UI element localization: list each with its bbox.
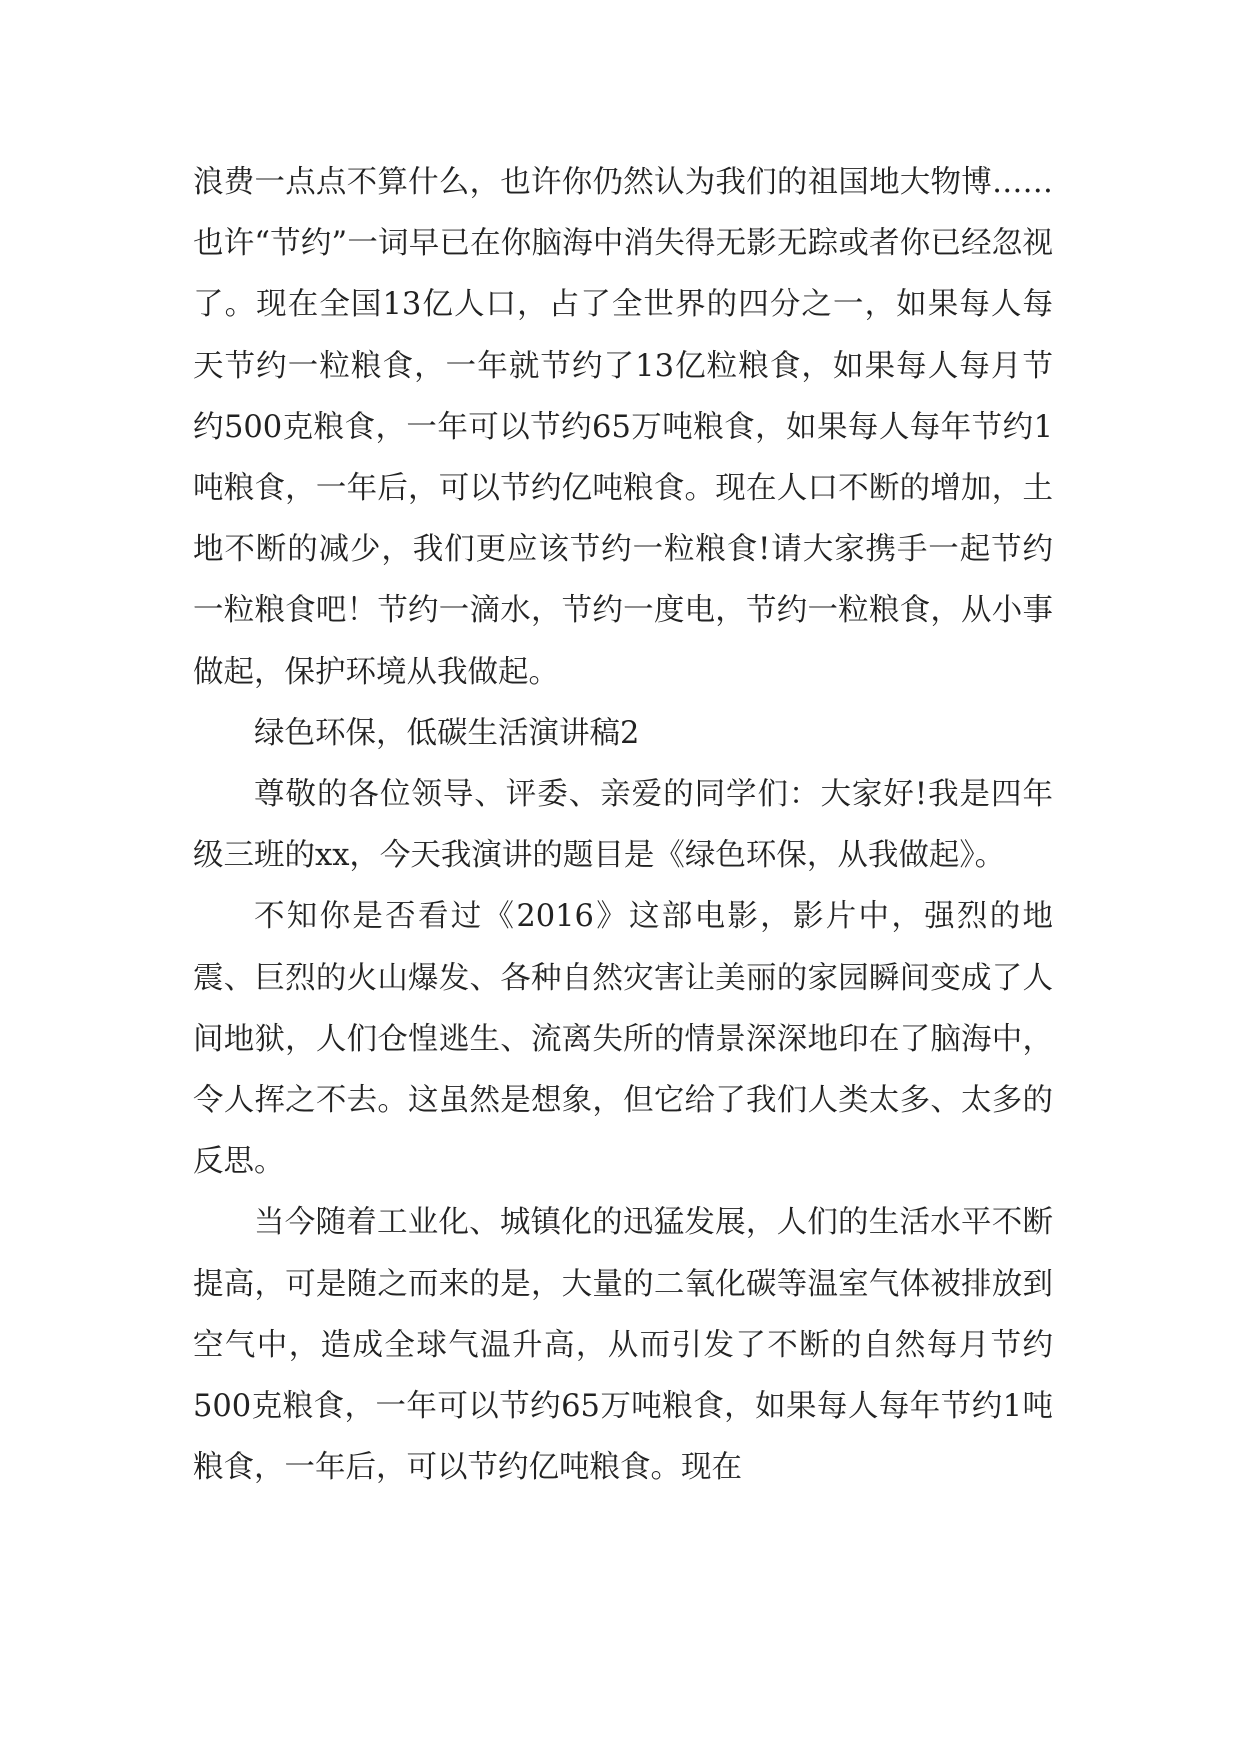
paragraph-industrialization: 当今随着工业化、城镇化的迅猛发展，人们的生活水平不断提高，可是随之而来的是，大量的二氧化碳等温室气体被排放到空气中，造成全球气温升高，从而引发了不断的自然每月节约500克粮食，一年可以节约65万吨粮食，如果每人每年节约1吨粮食，一年后，可以节约亿吨粮食。现在 [193,1205,1053,1486]
document-body [193,152,1053,1498]
paragraph-greeting: 尊敬的各位领导、评委、亲爱的同学们：大家好!我是四年级三班的xx，今天我演讲的题目是《绿色环保，从我做起》。 [193,777,1053,874]
section-heading: 绿色环保，低碳生活演讲稿2 [254,715,640,751]
paragraph-movie: 不知你是否看过《2016》这部电影，影片中，强烈的地震、巨烈的火山爆发、各种自然灾害让美丽的家园瞬间变成了人间地狱，人们仓惶逃生、流离失所的情景深深地印在了脑海中，令人挥之不去。这虽然是想象，但它给了我们人类太多、太多的反思。 [193,899,1053,1180]
paragraph-continued: 浪费一点点不算什么，也许你仍然认为我们的祖国地大物博……也许“节约”一词早已在你脑海中消失得无影无踪或者你已经忽视了。现在全国13亿人口，占了全世界的四分之一，如果每人每天节约一粒粮食，一年就节约了13亿粒粮食，如果每人每月节约500克粮食，一年可以节约65万吨粮食，如果每人每年节约1吨粮食，一年后，可以节约亿吨粮食。现在人口不断的增加，土地不断的减少，我们更应该节约一粒粮食!请大家携手一起节约一粒粮食吧！节约一滴水，节约一度电，节约一粒粮食，从小事做起，保护环境从我做起。 [193,165,1053,690]
